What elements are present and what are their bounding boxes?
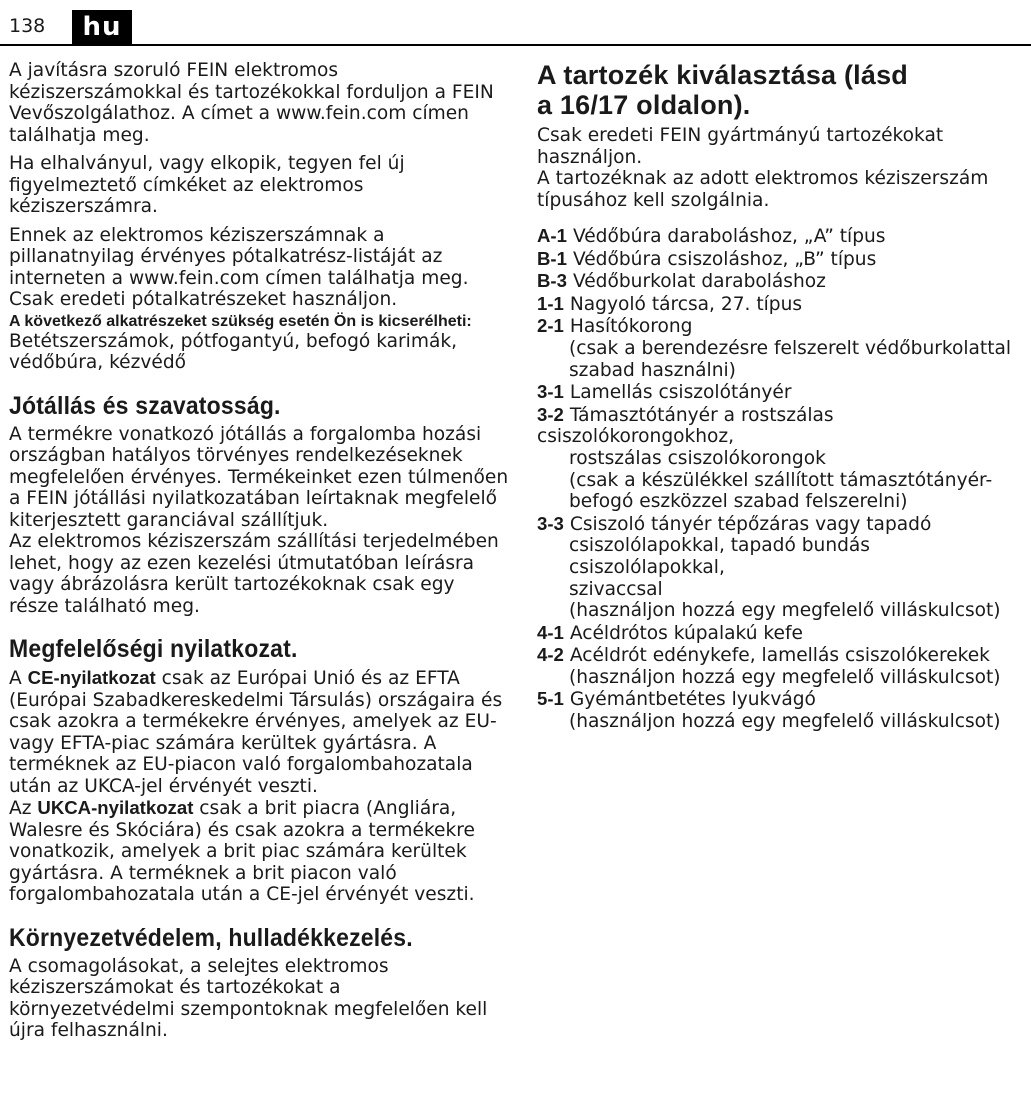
accessory-text: Védőburkolat daraboláshoz — [572, 271, 826, 293]
ukca-declaration-label: UKCA-nyilatkozat — [37, 797, 194, 818]
replaceable-parts-heading: A következő alkatrészeket szükség esetén Ön is kicserélheti: — [9, 312, 472, 330]
spare-parts-paragraph: Ennek az elektromos kéziszerszámnak a pillanatnyilag érvényes pótalkatrész-listáját az interneten a www.fein.com címen találhatja meg. — [9, 224, 469, 289]
accessory-code: B-1 — [537, 247, 567, 269]
accessory-note: (csak a berendezésre felszerelt védőburkolattal — [569, 337, 1012, 359]
conformity-paragraph-2: Az UKCA-nyilatkozat csak a brit piacra (Angliára, Walesre és Skóciára) és csak azokra a termékekre vonatkozik, amelyek a brit piac számára kerültek gyártásra. A terméknek a brit piacon való forgalombahozatala után a CE-jel érvényét veszti. — [9, 797, 475, 905]
accessory-text: Nagyoló tárcsa, 27. típus — [569, 293, 803, 315]
accessory-item — [537, 248, 1029, 271]
accessory-intro-2: A tartozéknak az adott elektromos kéziszerszám típusához kell szolgálnia. — [537, 168, 989, 211]
accessory-code: 2-1 — [537, 315, 564, 337]
accessory-text: Védőbúra csiszoláshoz, „B” típus — [572, 248, 877, 270]
service-paragraph: A javításra szoruló FEIN elektromos kéziszerszámokkal és tartozékokkal forduljon a FEIN Vevőszolgálathoz. A címet a www.fein.com címen találhatja meg. — [9, 60, 494, 146]
right-column — [537, 60, 1029, 733]
original-parts-paragraph: Csak eredeti pótalkatrészeket használjon. — [9, 289, 398, 310]
accessory-code: 5-1 — [537, 688, 564, 710]
accessory-note: szivaccsal — [569, 578, 663, 600]
page-number: 138 — [9, 15, 46, 37]
header-rule — [0, 44, 1031, 46]
accessory-note: (csak a készülékkel szállított támasztótányér- — [569, 469, 993, 491]
warranty-paragraph-2: Az elektromos kéziszerszám szállítási terjedelmében lehet, hogy az ezen kezelési útmutatóban leírásra vagy ábrázolásra került tartozékoknak csak egy része található meg. — [9, 531, 499, 617]
accessory-code: 1-1 — [537, 292, 564, 314]
accessory-item — [537, 293, 1029, 316]
accessory-item — [537, 315, 1029, 338]
left-column — [9, 60, 509, 1042]
accessory-code: 4-2 — [537, 644, 564, 666]
accessory-item — [537, 381, 1029, 404]
accessory-selection-heading: A tartozék kiválasztása (lásd a 16/17 oldalon). — [537, 60, 908, 120]
accessory-note: befogó eszközzel szabad felszerelni) — [569, 491, 908, 513]
accessory-code: B-3 — [537, 270, 567, 292]
accessory-code: 4-1 — [537, 621, 564, 643]
accessory-note: (használjon hozzá egy megfelelő villáskulcsot) — [569, 666, 1001, 688]
accessory-item — [537, 622, 1029, 645]
warranty-heading: Jótállás és szavatosság. — [9, 391, 281, 420]
accessory-note: csiszolólapokkal, tapadó bundás csiszolólapokkal, — [569, 535, 870, 578]
accessory-item — [537, 688, 1029, 711]
accessory-item — [537, 404, 1029, 448]
accessory-text: Acéldrót edénykefe, lamellás csiszolókerekek — [569, 645, 990, 667]
warranty-paragraph-1: A termékre vonatkozó jótállás a forgalomba hozási országban hatályos törvényes rendelkezéseknek megfelelően érvényes. Termékeinket ezen túlmenően a FEIN jótállási nyilatkozatában leírtaknak megfelelő kiterjesztett garanciával szállítjuk. — [9, 423, 509, 531]
accessory-code: A-1 — [537, 225, 567, 246]
accessory-note: (használjon hozzá egy megfelelő villáskulcsot) — [569, 711, 1001, 733]
environment-heading: Környezetvédelem, hulladékkezelés. — [9, 923, 413, 952]
accessory-code: 3-3 — [537, 512, 564, 534]
accessory-item — [537, 644, 1029, 667]
accessory-list — [537, 225, 1029, 733]
accessory-text: Acéldrótos kúpalakú kefe — [569, 622, 803, 644]
accessory-intro-1: Csak eredeti FEIN gyártmányú tartozékokat használjon. — [537, 125, 944, 168]
accessory-note: (használjon hozzá egy megfelelő villáskulcsot) — [569, 600, 1001, 622]
accessory-item — [537, 225, 1029, 248]
labels-paragraph: Ha elhalványul, vagy elkopik, tegyen fel új figyelmeztető címkéket az elektromos kéziszerszámra. — [9, 153, 405, 217]
accessory-note: rostszálas csiszolókorongok — [569, 447, 826, 469]
accessory-text: Védőbúra daraboláshoz, „A” típus — [572, 226, 886, 247]
accessory-text: Csiszoló tányér tépőzáras vagy tapadó — [569, 513, 932, 535]
conformity-heading: Megfelelőségi nyilatkozat. — [9, 635, 298, 663]
accessory-item — [537, 270, 1029, 293]
replaceable-parts-list: Betétszerszámok, pótfogantyú, befogó karimák, védőbúra, kézvédő — [9, 330, 458, 373]
accessory-note: szabad használni) — [569, 359, 736, 381]
accessory-text: Hasítókorong — [569, 316, 693, 338]
page-header — [0, 0, 1031, 46]
accessory-text: Támasztótányér a rostszálas csiszolókorongokhoz, — [537, 404, 834, 448]
conformity-paragraph-1: A CE-nyilatkozat csak az Európai Unió és az EFTA (Európai Szabadkereskedelmi Társulás) országaira és csak azokra a termékekre érvényes, amelyek az EU- vagy EFTA-piac számára kerültek gyártásra. A terméknek az EU-piacon való forgalombahozatala után az UKCA-jel érvényét veszti. — [9, 667, 503, 797]
accessory-text: Lamellás csiszolótányér — [569, 382, 792, 404]
accessory-item — [537, 513, 1029, 536]
language-badge: hu — [72, 10, 132, 44]
accessory-code: 3-1 — [537, 381, 564, 403]
accessory-code: 3-2 — [537, 403, 564, 425]
environment-paragraph: A csomagolásokat, a selejtes elektromos kéziszerszámokat és tartozékokat a környezetvédelmi szempontoknak megfelelően kell újra felhasználni. — [9, 955, 488, 1041]
ce-declaration-label: CE-nyilatkozat — [27, 667, 156, 688]
accessory-text: Gyémántbetétes lyukvágó — [569, 689, 816, 711]
